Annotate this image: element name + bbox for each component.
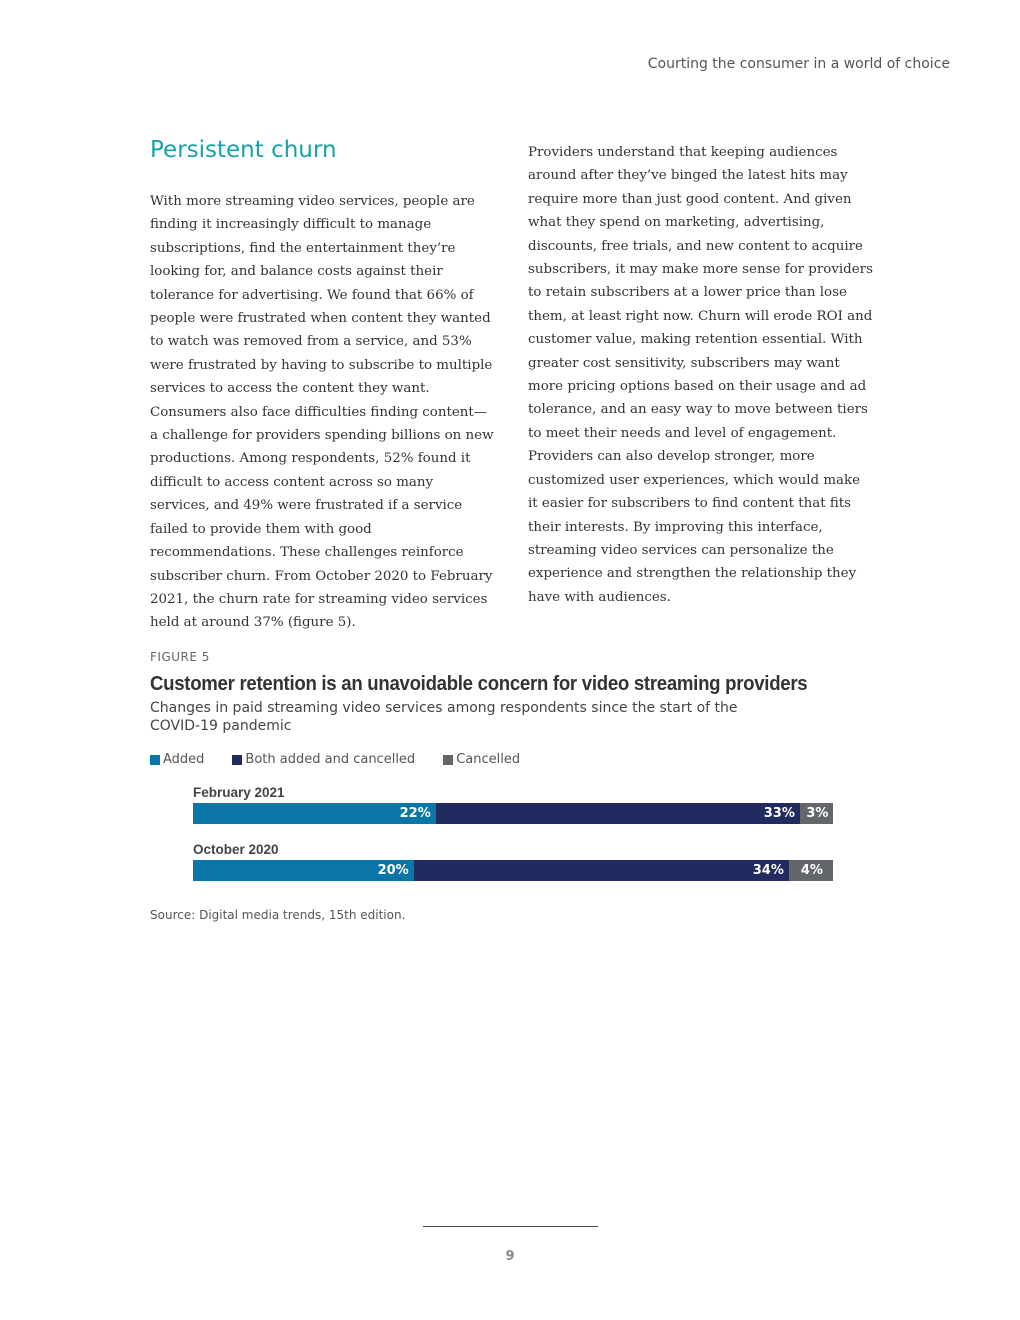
chart-legend bbox=[150, 752, 850, 767]
bar-label-february-2021: February 2021 bbox=[193, 785, 285, 800]
right-column bbox=[528, 136, 873, 609]
data-label-cancelled: 3% bbox=[806, 806, 829, 821]
figure-source: Source: Digital media trends, 15th edition. bbox=[150, 908, 406, 922]
bar-row-february-2021 bbox=[193, 803, 833, 824]
figure-label: FIGURE 5 bbox=[150, 650, 210, 664]
footer-rule bbox=[423, 1226, 598, 1227]
left-paragraph: With more streaming video services, people are finding it increasingly difficult to manage subscriptions, find the entertainment they’re looking for, and balance costs against their tolerance for advertising. We found that 66% of people were frustrated when content they wanted to watch was removed from a service, and 53% were frustrated by having to subscribe to multiple services to access the content they want. Consumers also face difficulties finding content—a challenge for providers spending billions on new productions. Among respondents, 52% found it difficult to access content across so many services, and 49% were frustrated if a service failed to provide them with good recommendations. These challenges reinforce subscriber churn. From October 2020 to February 2021, the churn rate for streaming video services held at around 37% (figure 5). bbox=[150, 194, 494, 631]
data-label-added: 20% bbox=[377, 863, 409, 878]
legend-item-added bbox=[150, 752, 204, 767]
data-label-cancelled: 4% bbox=[800, 863, 823, 878]
figure bbox=[150, 650, 850, 897]
running-header: Courting the consumer in a world of choice bbox=[647, 56, 950, 72]
data-label-both: 33% bbox=[763, 806, 795, 821]
legend-item-both bbox=[232, 752, 415, 767]
stacked-bar-chart bbox=[193, 783, 833, 881]
left-column bbox=[150, 136, 495, 635]
bar-segment-cancelled bbox=[789, 860, 833, 881]
legend-label-added: Added bbox=[163, 752, 205, 767]
legend-item-cancelled bbox=[443, 752, 520, 767]
data-label-both: 34% bbox=[752, 863, 784, 878]
page-number: 9 bbox=[505, 1249, 515, 1264]
figure-subtitle: Changes in paid streaming video services among respondents since the start of the COVID-19 pandemic bbox=[150, 700, 738, 734]
bar-label-october-2020: October 2020 bbox=[193, 842, 279, 857]
bar-segment-both bbox=[436, 803, 800, 824]
section-title: Persistent churn bbox=[150, 137, 337, 163]
figure-title: Customer retention is an unavoidable concern for video streaming providers bbox=[150, 673, 808, 695]
bar-segment-both bbox=[414, 860, 789, 881]
right-paragraph: Providers understand that keeping audiences around after they’ve binged the latest hits may require more than just good content. And given what they spend on marketing, advertising, discounts, free trials, and new content to acquire subscribers, it may make more sense for providers to retain subscribers at a lower price than lose them, at least right now. Churn will erode ROI and customer value, making retention essential. With greater cost sensitivity, subscribers may want more pricing options based on their usage and ad tolerance, and an easy way to move between tiers to meet their needs and level of engagement. Providers can also develop stronger, more customized user experiences, which would make it easier for subscribers to find content that fits their interests. By improving this interface, streaming video services can personalize the experience and strengthen the relationship they have with audiences. bbox=[528, 145, 873, 605]
legend-label-both: Both added and cancelled bbox=[245, 752, 416, 767]
bar-segment-added bbox=[193, 803, 436, 824]
legend-swatch-both bbox=[232, 755, 242, 765]
bar-segment-cancelled bbox=[800, 803, 833, 824]
legend-label-cancelled: Cancelled bbox=[456, 752, 521, 767]
bar-row-october-2020 bbox=[193, 860, 833, 881]
legend-swatch-added bbox=[150, 755, 160, 765]
legend-swatch-cancelled bbox=[443, 755, 453, 765]
data-label-added: 22% bbox=[399, 806, 431, 821]
bar-segment-added bbox=[193, 860, 414, 881]
